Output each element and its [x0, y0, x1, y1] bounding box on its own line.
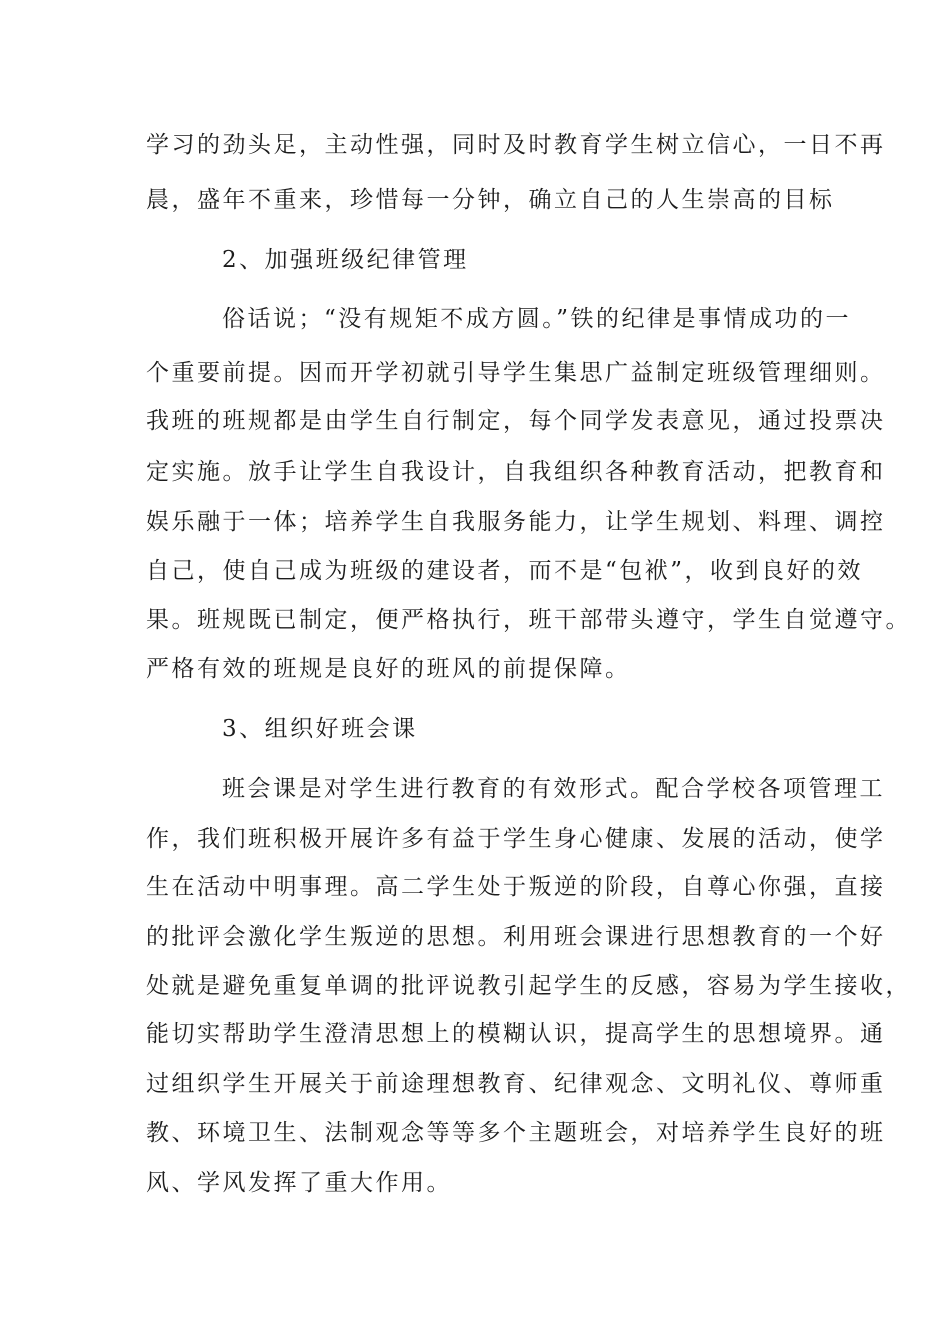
body-text-line: 娱乐融于一体；培养学生自我服务能力，让学生规划、料理、调控	[146, 509, 886, 535]
body-text-line: 个重要前提。因而开学初就引导学生集思广益制定班级管理细则。	[146, 360, 886, 386]
body-text-line: 风、学风发挥了重大作用。	[146, 1170, 452, 1196]
body-text-line: 处就是避免重复单调的批评说教引起学生的反感，容易为学生接收，	[146, 973, 911, 999]
body-text-line: 我班的班规都是由学生自行制定，每个同学发表意见，通过投票决	[146, 408, 886, 434]
body-text-line: 俗话说；“没有规矩不成方圆。”铁的纪律是事情成功的一	[222, 306, 852, 332]
body-text-line: 教、环境卫生、法制观念等等多个主题班会，对培养学生良好的班	[146, 1120, 886, 1146]
body-text-line: 的批评会激化学生叛逆的思想。利用班会课进行思想教育的一个好	[146, 924, 886, 950]
body-text-line: 过组织学生开展关于前途理想教育、纪律观念、文明礼仪、尊师重	[146, 1071, 886, 1097]
body-text-line: 晨，盛年不重来，珍惜每一分钟，确立自己的人生崇高的目标	[146, 187, 835, 213]
body-text-line: 能切实帮助学生澄清思想上的模糊认识，提高学生的思想境界。通	[146, 1021, 886, 1047]
body-text-line: 作，我们班积极开展许多有益于学生身心健康、发展的活动，使学	[146, 826, 886, 852]
body-text-line: 果。班规既已制定，便严格执行，班干部带头遵守，学生自觉遵守。	[146, 607, 911, 633]
body-text-line: 班会课是对学生进行教育的有效形式。配合学校各项管理工	[222, 776, 885, 802]
body-text-line: 学习的劲头足，主动性强，同时及时教育学生树立信心，一日不再	[146, 132, 886, 158]
body-text-line: 严格有效的班规是良好的班风的前提保障。	[146, 656, 631, 682]
section-heading: 3、组织好班会课	[222, 716, 418, 742]
body-text-line: 生在活动中明事理。高二学生处于叛逆的阶段，自尊心你强，直接	[146, 874, 886, 900]
body-text-line: 定实施。放手让学生自我设计，自我组织各种教育活动，把教育和	[146, 459, 886, 485]
section-heading: 2、加强班级纪律管理	[222, 247, 469, 273]
body-text-line: 自己，使自己成为班级的建设者，而不是“包袱”，收到良好的效	[146, 558, 864, 584]
